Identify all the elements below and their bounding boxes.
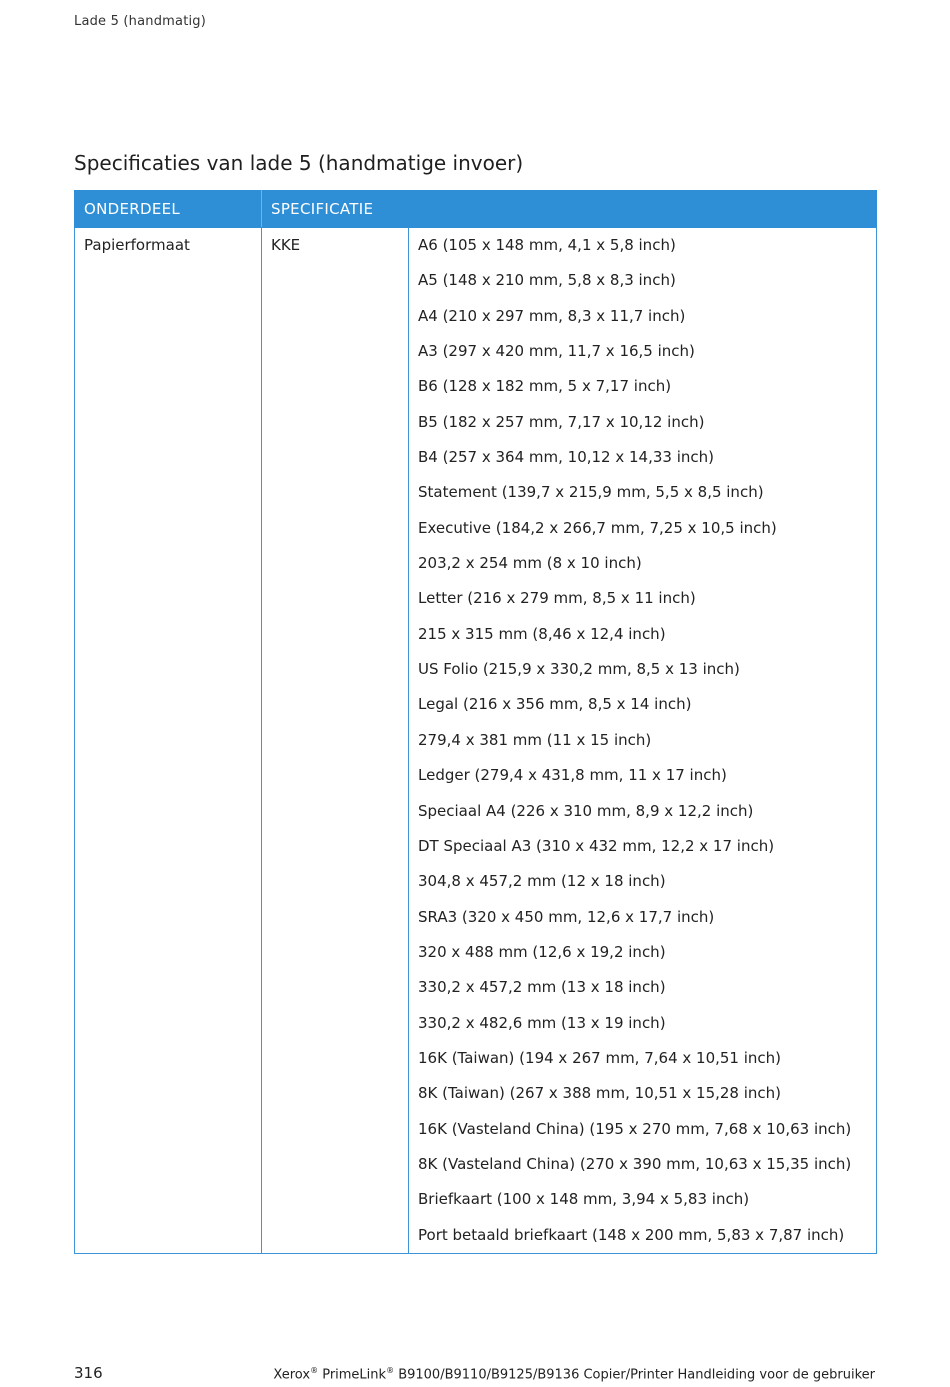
registered-mark: ® — [310, 1366, 319, 1375]
paper-size-item: B6 (128 x 182 mm, 5 x 7,17 inch) — [418, 377, 672, 396]
paper-size-item: US Folio (215,9 x 330,2 mm, 8,5 x 13 inch) — [418, 660, 740, 679]
paper-size-list — [418, 228, 867, 1253]
item-cell — [75, 228, 262, 1254]
paper-size-item: 279,4 x 381 mm (11 x 15 inch) — [418, 730, 652, 749]
table-header-row — [75, 191, 877, 228]
section-title: Specificaties van lade 5 (handmatige invoer) — [74, 151, 524, 175]
paper-size-item: 215 x 315 mm (8,46 x 12,4 inch) — [418, 624, 666, 643]
paper-size-item: Statement (139,7 x 215,9 mm, 5,5 x 8,5 inch) — [418, 483, 764, 502]
paper-size-item: 16K (Taiwan) (194 x 267 mm, 7,64 x 10,51 inch) — [418, 1048, 782, 1067]
paper-size-item: Briefkaart (100 x 148 mm, 3,94 x 5,83 inch) — [418, 1190, 750, 1209]
paper-size-item: Letter (216 x 279 mm, 8,5 x 11 inch) — [418, 589, 696, 608]
paper-size-item: Ledger (279,4 x 431,8 mm, 11 x 17 inch) — [418, 766, 727, 785]
specification-table — [74, 190, 877, 1254]
category-label: KKE — [271, 236, 301, 254]
paper-size-item: B4 (257 x 364 mm, 10,12 x 14,33 inch) — [418, 448, 715, 467]
footer-brand: Xerox — [273, 1367, 311, 1383]
table-row — [75, 228, 877, 1254]
paper-size-item: A6 (105 x 148 mm, 4,1 x 5,8 inch) — [418, 236, 676, 254]
paper-size-item: 320 x 488 mm (12,6 x 19,2 inch) — [418, 942, 666, 961]
column-header-specification: SPECIFICATIE — [262, 191, 877, 228]
paper-size-item: Executive (184,2 x 266,7 mm, 7,25 x 10,5 inch) — [418, 518, 777, 537]
sizes-cell — [409, 228, 877, 1254]
paper-size-item: 304,8 x 457,2 mm (12 x 18 inch) — [418, 872, 666, 891]
paper-size-item: 330,2 x 482,6 mm (13 x 19 inch) — [418, 1013, 666, 1032]
footer-model-text: B9100/B9110/B9125/B9136 Copier/Printer Handleiding voor de gebruiker — [398, 1367, 875, 1383]
paper-size-item: 330,2 x 457,2 mm (13 x 18 inch) — [418, 978, 666, 997]
paper-size-item: 8K (Taiwan) (267 x 388 mm, 10,51 x 15,28 inch) — [418, 1084, 782, 1103]
registered-mark: ® — [386, 1366, 395, 1375]
paper-size-item: DT Speciaal A3 (310 x 432 mm, 12,2 x 17 inch) — [418, 836, 775, 855]
paper-size-item: A4 (210 x 297 mm, 8,3 x 11,7 inch) — [418, 306, 686, 325]
paper-size-item: 203,2 x 254 mm (8 x 10 inch) — [418, 554, 642, 573]
paper-size-item: A3 (297 x 420 mm, 11,7 x 16,5 inch) — [418, 342, 695, 361]
running-header: Lade 5 (handmatig) — [74, 14, 207, 29]
paper-size-item: Speciaal A4 (226 x 310 mm, 8,9 x 12,2 inch) — [418, 801, 754, 820]
paper-size-item: B5 (182 x 257 mm, 7,17 x 10,12 inch) — [418, 412, 705, 431]
item-label: Papierformaat — [84, 236, 190, 254]
column-header-item: ONDERDEEL — [75, 191, 262, 228]
paper-size-item: Port betaald briefkaart (148 x 200 mm, 5,83 x 7,87 inch) — [418, 1225, 845, 1244]
paper-size-item: Legal (216 x 356 mm, 8,5 x 14 inch) — [418, 695, 692, 714]
paper-size-item: 8K (Vasteland China) (270 x 390 mm, 10,63 x 15,35 inch) — [418, 1154, 852, 1173]
page-number: 316 — [74, 1364, 103, 1382]
footer-document-title — [273, 1366, 875, 1382]
paper-size-item: 16K (Vasteland China) (195 x 270 mm, 7,68 x 10,63 inch) — [418, 1119, 852, 1138]
footer-product: PrimeLink — [322, 1367, 387, 1383]
paper-size-item: SRA3 (320 x 450 mm, 12,6 x 17,7 inch) — [418, 907, 715, 926]
paper-size-item: A5 (148 x 210 mm, 5,8 x 8,3 inch) — [418, 271, 676, 290]
category-cell — [262, 228, 409, 1254]
